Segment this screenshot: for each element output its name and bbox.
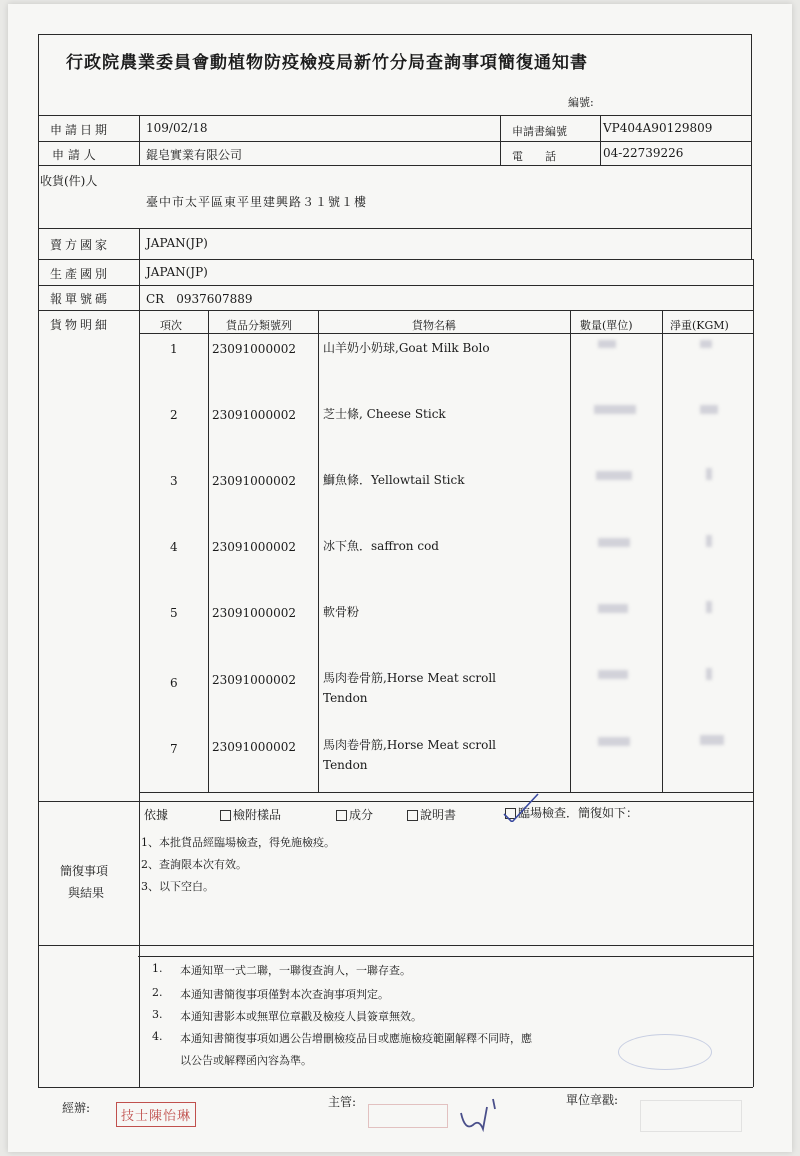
note-number: 2. [152, 986, 163, 999]
row-name: 山羊奶小奶球,Goat Milk Bolo [323, 341, 490, 355]
row-name: 軟骨粉 [323, 605, 360, 619]
goods-label: 貨物明細 [50, 318, 111, 332]
note-number: 1. [152, 962, 163, 975]
result-item: 2、查詢限本次有效。 [141, 858, 247, 871]
row-name: 鰤魚條．Yellowtail Stick [323, 473, 465, 487]
handler-label: 經辦: [62, 1101, 91, 1115]
apply-date-label: 申請日期 [50, 123, 111, 137]
redacted-weight [706, 601, 712, 613]
supervisor-label: 主管: [328, 1095, 357, 1109]
row-code: 23091000002 [212, 474, 296, 488]
form-number-label: 申請書編號 [512, 125, 567, 138]
row-no: 5 [170, 606, 178, 620]
note-text: 以公告或解釋函內容為準。 [180, 1054, 312, 1067]
checkmark-icon [500, 792, 540, 822]
serial-label: 編號: [568, 96, 594, 109]
result-basis-label: 依據 [144, 808, 169, 822]
redacted-quantity [598, 604, 628, 613]
redacted-weight [700, 405, 718, 414]
row-code: 23091000002 [212, 342, 296, 356]
note-text: 本通知單一式二聯，一聯復查詢人，一聯存查。 [180, 964, 411, 977]
result-item: 1、本批貨品經臨場檢查，得免施檢疫。 [141, 836, 335, 849]
redacted-quantity [596, 471, 632, 480]
option-manual: 說明書 [407, 806, 456, 823]
note-text: 本通知書影本或無單位章戳及檢疫人員簽章無效。 [180, 1010, 422, 1023]
row-code: 23091000002 [212, 740, 296, 754]
applicant-value: 錕皂實業有限公司 [146, 148, 243, 162]
form-paper [8, 4, 792, 1152]
checkbox-icon [220, 810, 231, 821]
redacted-quantity [598, 670, 628, 679]
unit-stamp [640, 1100, 742, 1132]
redacted-quantity [594, 405, 636, 414]
phone-label: 電 話 [512, 150, 556, 163]
redacted-weight [700, 735, 724, 745]
redacted-quantity [598, 737, 630, 746]
row-name-line2: Tendon [323, 691, 368, 705]
note-number: 4. [152, 1030, 163, 1043]
row-name: 馬肉卷骨筋,Horse Meat scroll [323, 738, 497, 752]
option-component: 成分 [336, 806, 373, 823]
checkbox-icon [336, 810, 347, 821]
row-code: 23091000002 [212, 673, 296, 687]
export-country-label: 賣方國家 [50, 238, 111, 252]
row-name-line2: Tendon [323, 758, 368, 772]
form-number-value: VP404A90129809 [603, 121, 713, 135]
handler-stamp: 技士陳怡琳 [116, 1102, 196, 1127]
col-header-name: 貨物名稱 [412, 319, 456, 332]
checkbox-icon [407, 810, 418, 821]
col-header-qty: 數量(單位) [580, 319, 633, 332]
consignee-label: 收貨(件)人 [40, 174, 98, 188]
redacted-weight [706, 535, 712, 547]
col-header-no: 項次 [160, 319, 182, 332]
row-code: 23091000002 [212, 606, 296, 620]
col-header-code: 貨品分類號列 [226, 319, 292, 332]
supervisor-stamp [368, 1104, 448, 1128]
note-text: 本通知書簡復事項如遇公告增刪檢疫品目或應施檢疫範圍解釋不同時，應 [180, 1032, 532, 1045]
origin-label: 生產國別 [50, 267, 111, 281]
row-no: 2 [170, 408, 178, 422]
row-name: 冰下魚．saffron cod [323, 539, 439, 553]
note-text: 本通知書簡復事項僅對本次查詢事項判定。 [180, 988, 389, 1001]
result-item: 3、以下空白。 [141, 880, 214, 893]
document-title: 行政院農業委員會動植物防疫檢疫局新竹分局查詢事項簡復通知書 [66, 53, 588, 73]
consignee-address: 臺中市太平區東平里建興路３１號１樓 [146, 195, 368, 209]
signature-icon [455, 1095, 505, 1135]
row-no: 7 [170, 742, 178, 756]
redacted-quantity [598, 340, 616, 348]
redacted-weight [706, 668, 712, 680]
row-no: 4 [170, 540, 178, 554]
origin-value: JAPAN(JP) [146, 265, 208, 279]
applicant-label: 申 請 人 [52, 148, 96, 162]
section-label-line2: 與結果 [68, 886, 105, 900]
row-name: 芝士條, Cheese Stick [323, 407, 446, 421]
row-name: 馬肉卷骨筋,Horse Meat scroll [323, 671, 497, 685]
row-no: 6 [170, 676, 178, 690]
redacted-quantity [598, 538, 630, 547]
section-label-line1: 簡復事項 [60, 864, 109, 878]
unit-stamp-label: 單位章戳: [566, 1093, 619, 1107]
option-attach-sample: 檢附樣品 [220, 806, 281, 823]
export-country-value: JAPAN(JP) [146, 236, 208, 250]
unit-seal-stamp [618, 1034, 712, 1070]
bill-value: CR 0937607889 [146, 292, 253, 306]
row-code: 23091000002 [212, 540, 296, 554]
row-code: 23091000002 [212, 408, 296, 422]
option-onsite-inspection: 臨場檢查．簡復如下： [505, 804, 638, 821]
col-header-weight: 淨重(KGM) [670, 319, 729, 332]
row-no: 3 [170, 474, 178, 488]
redacted-weight [706, 468, 712, 480]
note-number: 3. [152, 1008, 163, 1021]
bill-label: 報單號碼 [50, 292, 111, 306]
row-no: 1 [170, 342, 178, 356]
apply-date-value: 109/02/18 [146, 121, 208, 135]
phone-value: 04-22739226 [603, 146, 684, 160]
redacted-weight [700, 340, 712, 348]
